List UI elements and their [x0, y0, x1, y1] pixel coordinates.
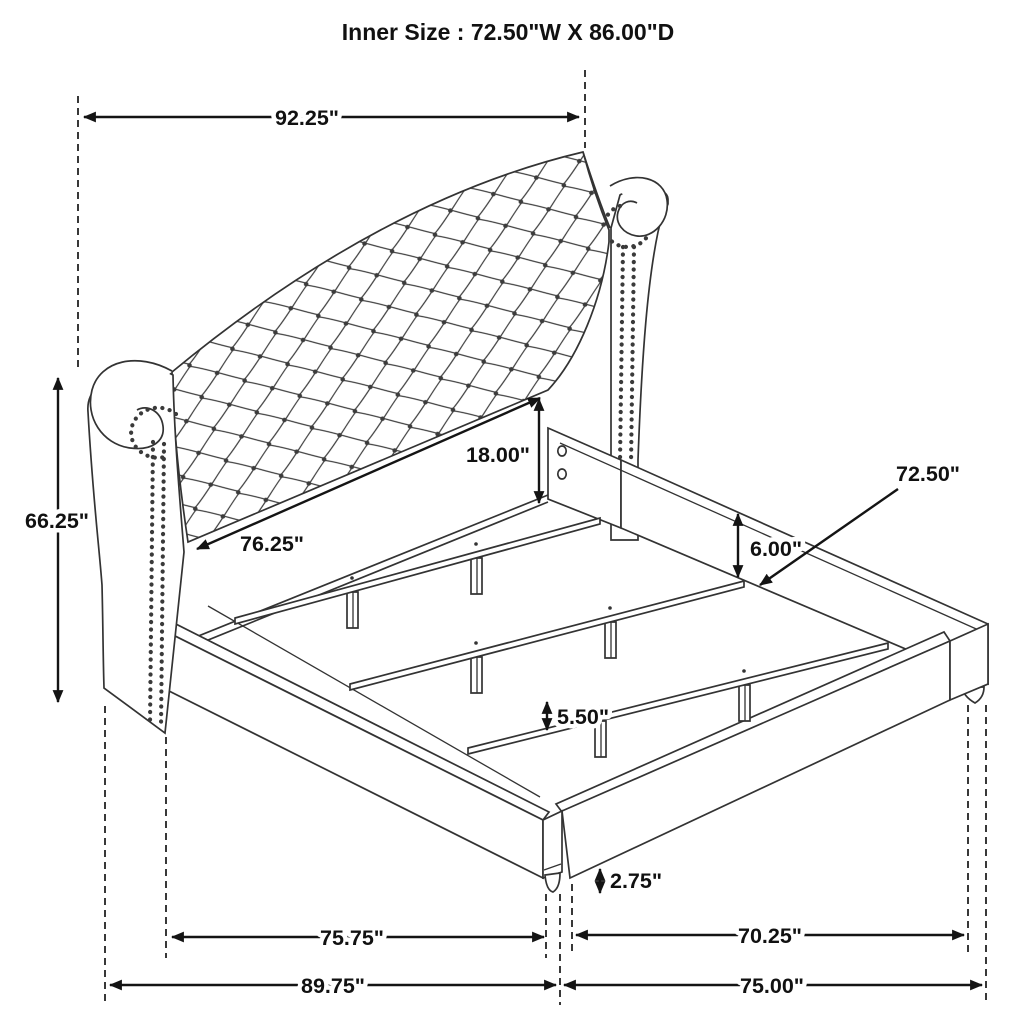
dim-label-rail-drop: 6.00" [750, 537, 803, 561]
footboard-rail [543, 624, 988, 892]
dim-foot-height [600, 869, 662, 893]
dim-side-outer-depth [110, 974, 556, 998]
dim-label-panel-width: 76.25" [240, 532, 304, 556]
dim-label-above-rail: 18.00" [466, 443, 530, 467]
dim-label-leg-height: 5.50" [557, 705, 610, 729]
slat-rail-middle [350, 581, 744, 693]
bed-illustration [60, 130, 988, 892]
dim-label-footboard-outer: 75.00" [740, 974, 804, 998]
dim-label-footboard-inner: 70.25" [738, 924, 802, 948]
dim-footboard-inner [576, 924, 964, 948]
front-corner-foot [545, 873, 560, 892]
dim-footboard-outer [564, 974, 982, 998]
headboard-left-post [88, 361, 184, 733]
page-title: Inner Size : 72.50"W X 86.00"D [341, 19, 675, 45]
dim-label-headboard-height: 66.25" [25, 509, 89, 533]
dim-slat-leg-height [547, 702, 609, 730]
dim-label-foot-height: 2.75" [610, 869, 663, 893]
dim-headboard-height [25, 378, 89, 702]
dim-headboard-width [84, 106, 579, 130]
dim-label-slat-length: 72.50" [896, 462, 960, 486]
dim-label-headboard-width: 92.25" [275, 106, 339, 130]
front-corner-post [543, 811, 562, 878]
dim-side-rail-inner [172, 926, 544, 950]
dim-label-side-outer: 89.75" [301, 974, 365, 998]
dim-label-side-inner: 75.75" [320, 926, 384, 950]
